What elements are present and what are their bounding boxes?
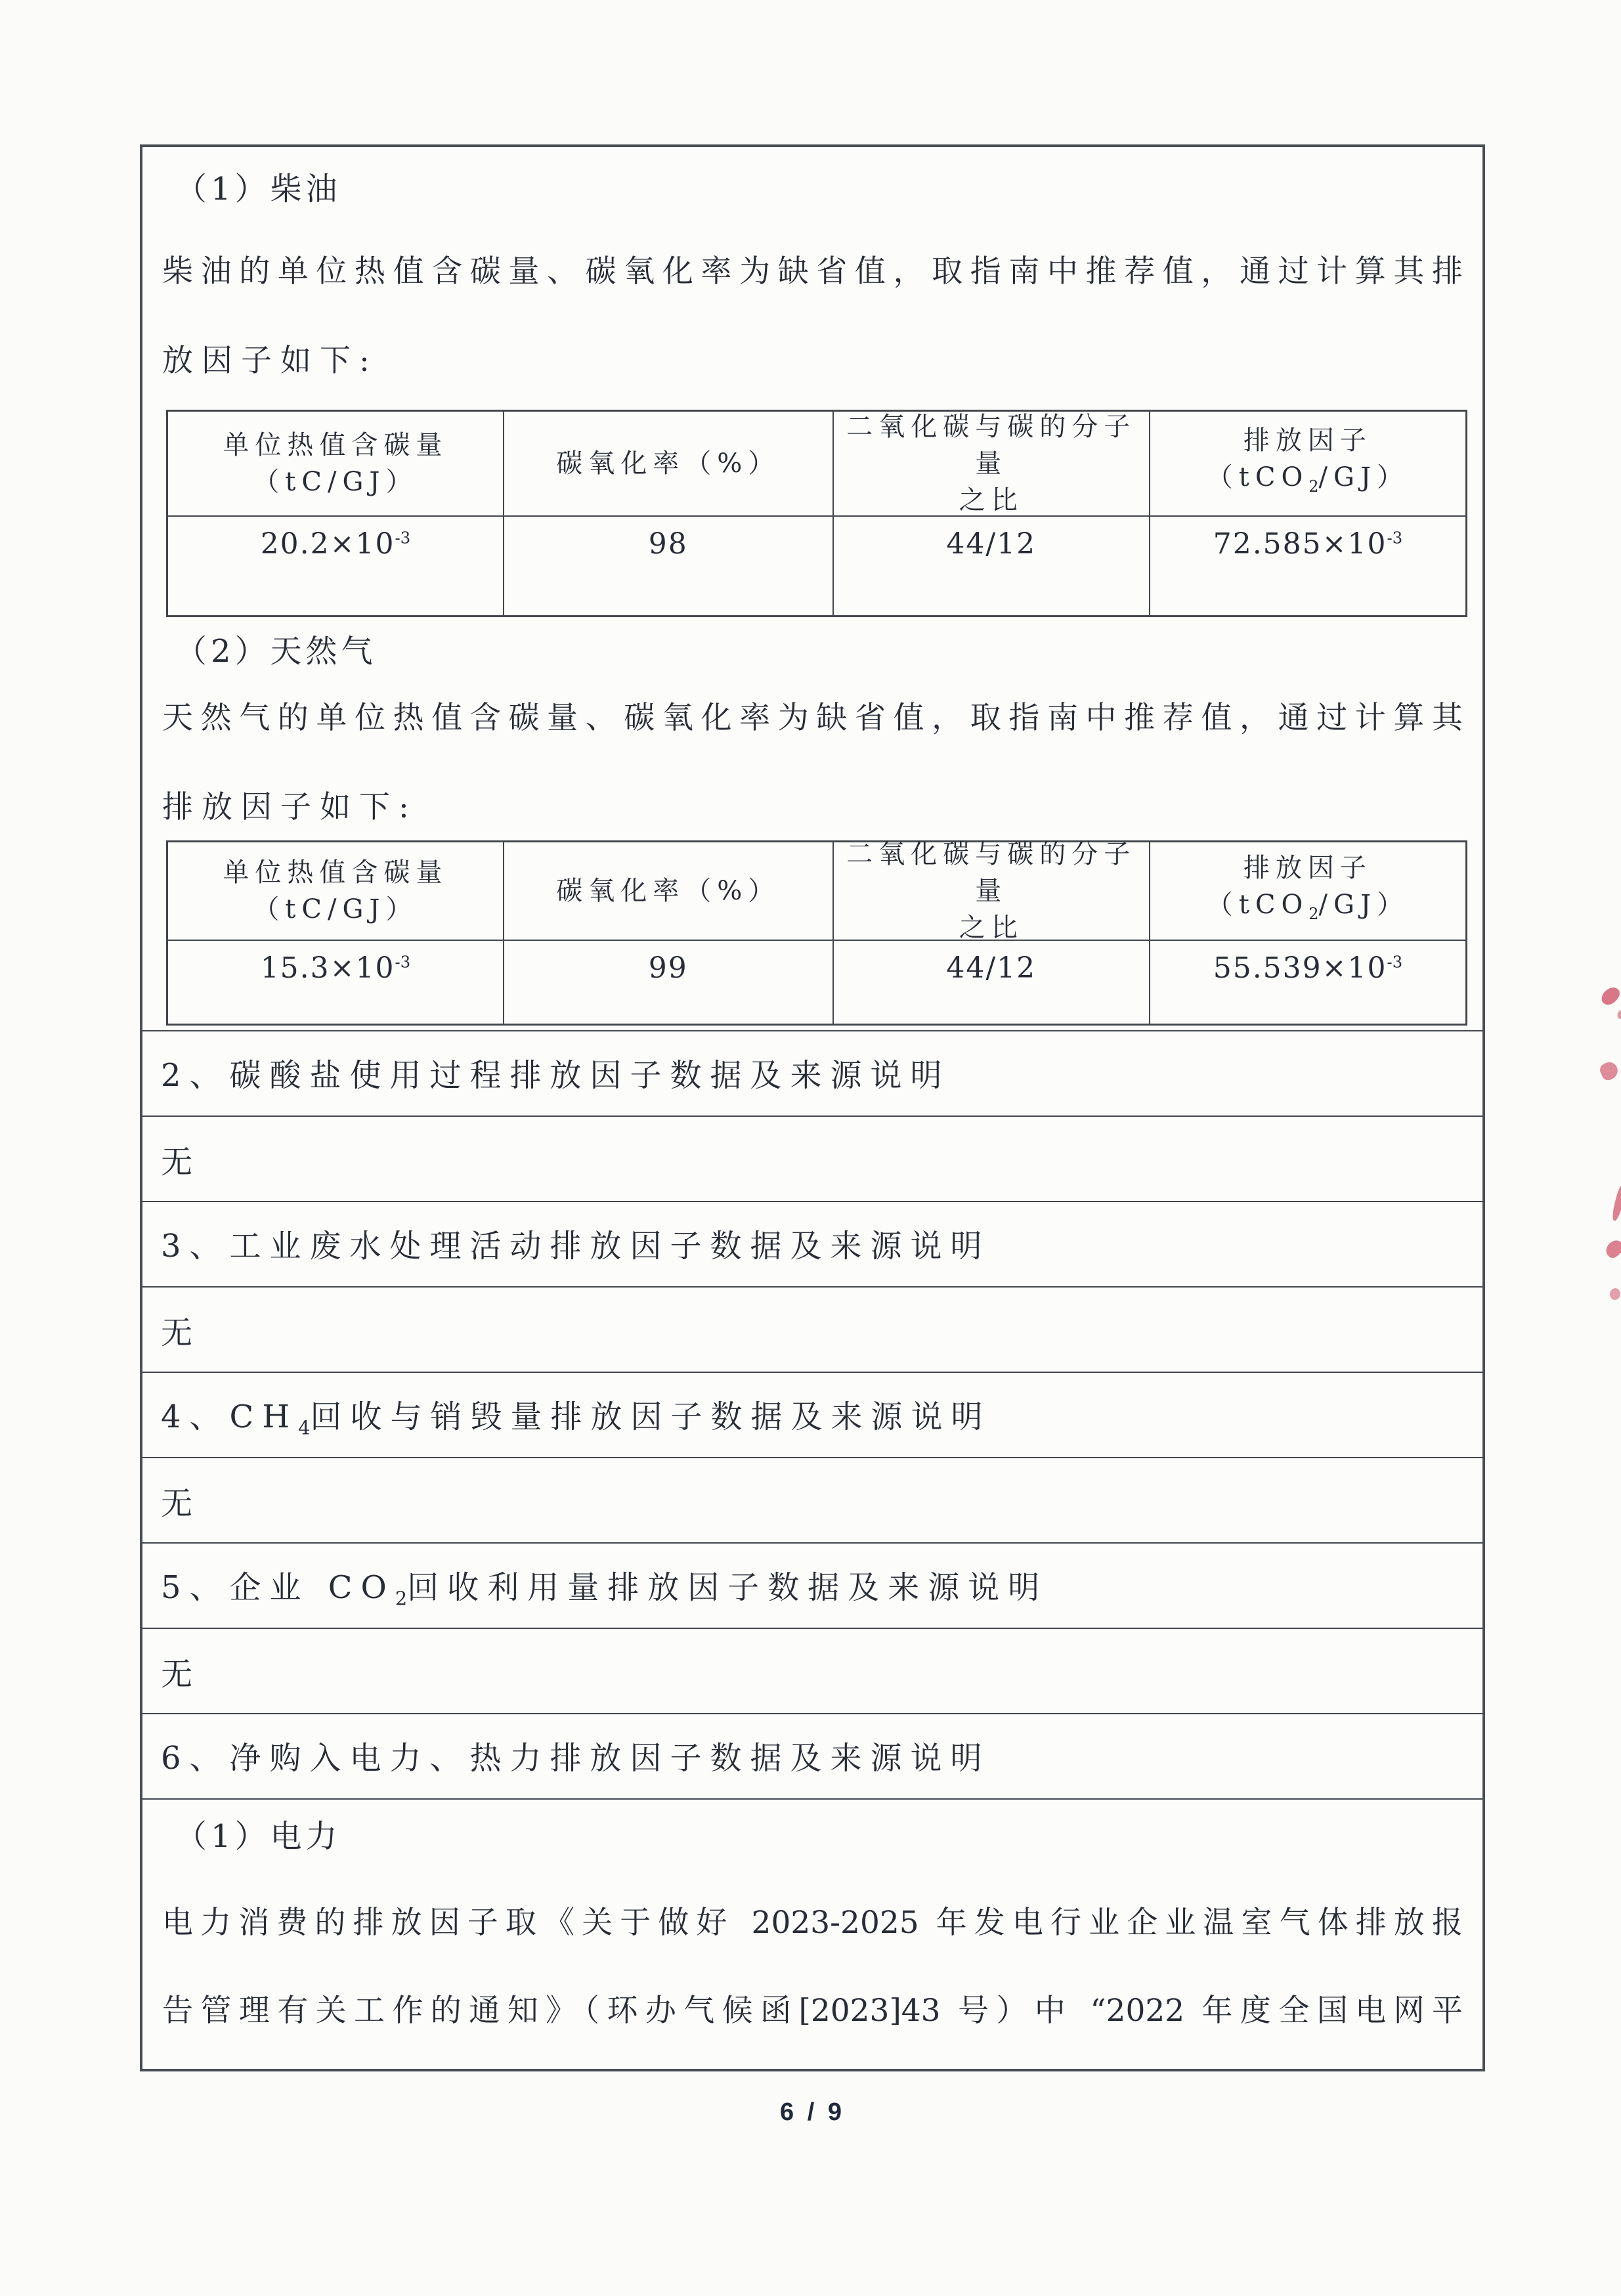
section-4-value: 无 [142, 1457, 1482, 1542]
diesel-emission-factor-cell: $72.585\times 10^{-3}$ [1213, 527, 1403, 561]
header-line: 单位热值含碳量 [223, 430, 448, 460]
section-title: 3、工业废水处理活动排放因子数据及来源说明 [161, 1227, 991, 1265]
table-header-emission-factor [1150, 412, 1465, 517]
red-seal-fragment [1610, 1182, 1621, 1221]
header-line: 二氧化碳与碳的分子量 [846, 839, 1136, 906]
header-line: 排放因子（tCO$_2$/GJ） [1206, 853, 1409, 923]
section-5-value: 无 [142, 1628, 1482, 1713]
gas-carbon-content-cell: $15.3\times 10^{-3}$ [168, 941, 504, 1024]
diesel-ratio-cell: 44/12 [834, 517, 1150, 615]
natural-gas-factor-table [166, 840, 1467, 1026]
header-line: 排放因子（tCO$_2$/GJ） [1206, 425, 1409, 496]
red-seal-fragment [1599, 984, 1621, 1008]
diesel-paragraph-line1: 柴油的单位热值含碳量、碳氧化率为缺省值，取指南中推荐值，通过计算其排 [162, 253, 1463, 290]
header-line: （tC/GJ） [253, 894, 418, 924]
gas-ratio-cell: 44/12 [834, 941, 1150, 1024]
page-number: 6 / 9 [780, 2098, 845, 2126]
electricity-paragraph-line2: 告管理有关工作的通知》（环办气候函[2023]43 号）中 “2022 年度全国电网平 [162, 1993, 1463, 2029]
section-2-header [142, 1030, 1482, 1116]
electricity-area [142, 1798, 1482, 2069]
header-line: 之比 [959, 485, 1024, 515]
table-header-molecular-ratio [834, 412, 1150, 517]
section-5-header [142, 1542, 1482, 1628]
diesel-paragraph-line2: 放因子如下: [162, 343, 378, 379]
natural-gas-paragraph-line2: 排放因子如下: [162, 789, 418, 825]
red-seal-fragment [1609, 1288, 1621, 1301]
header-line: 二氧化碳与碳的分子量 [846, 412, 1136, 479]
gas-oxidation-cell: 99 [504, 941, 834, 1024]
section-title: 5、企业 $CO_2$回收利用量排放因子数据及来源说明 [161, 1569, 1048, 1610]
red-seal-fragment [1598, 1060, 1621, 1083]
natural-gas-heading: （2）天然气 [175, 633, 377, 670]
header-line: （tC/GJ） [253, 467, 418, 497]
diesel-factor-table [166, 410, 1467, 617]
table-header-oxidation-rate: 碳氧化率（%） [504, 412, 834, 517]
diesel-heading: （1）柴油 [175, 171, 341, 207]
electricity-paragraph-line1: 电力消费的排放因子取《关于做好 2023-2025 年发电行业企业温室气体排放报 [162, 1905, 1463, 1941]
section-title: 4、$CH_4$回收与销毁量排放因子数据及来源说明 [161, 1398, 991, 1439]
section-4-header [142, 1372, 1482, 1457]
content-border-box [140, 144, 1485, 2071]
header-line: 之比 [959, 913, 1024, 943]
section-title: 6、净购入电力、热力排放因子数据及来源说明 [161, 1739, 991, 1777]
electricity-heading: （1）电力 [175, 1818, 341, 1855]
section-title: 2、碳酸盐使用过程排放因子数据及来源说明 [161, 1056, 951, 1094]
natural-gas-paragraph-line1: 天然气的单位热值含碳量、碳氧化率为缺省值，取指南中推荐值，通过计算其 [162, 700, 1463, 736]
section-3-value: 无 [142, 1286, 1482, 1372]
red-seal-fragment [1603, 1237, 1621, 1260]
diesel-oxidation-cell: 98 [504, 517, 834, 615]
table-header-carbon-content [168, 842, 504, 941]
diesel-carbon-content-cell: $20.2\times 10^{-3}$ [168, 517, 504, 615]
section-2-value: 无 [142, 1116, 1482, 1201]
fuel-factors-area [142, 147, 1482, 1030]
table-header-molecular-ratio [834, 839, 1150, 943]
red-seal-fragment [1616, 1009, 1621, 1020]
table-header-oxidation-rate: 碳氧化率（%） [504, 842, 834, 941]
section-6-header [142, 1713, 1482, 1798]
section-3-header [142, 1201, 1482, 1286]
table-header-carbon-content [168, 412, 504, 517]
header-line: 单位热值含碳量 [223, 857, 448, 888]
table-header-emission-factor [1150, 842, 1465, 941]
gas-emission-factor-cell: $55.539\times 10^{-3}$ [1213, 951, 1403, 985]
